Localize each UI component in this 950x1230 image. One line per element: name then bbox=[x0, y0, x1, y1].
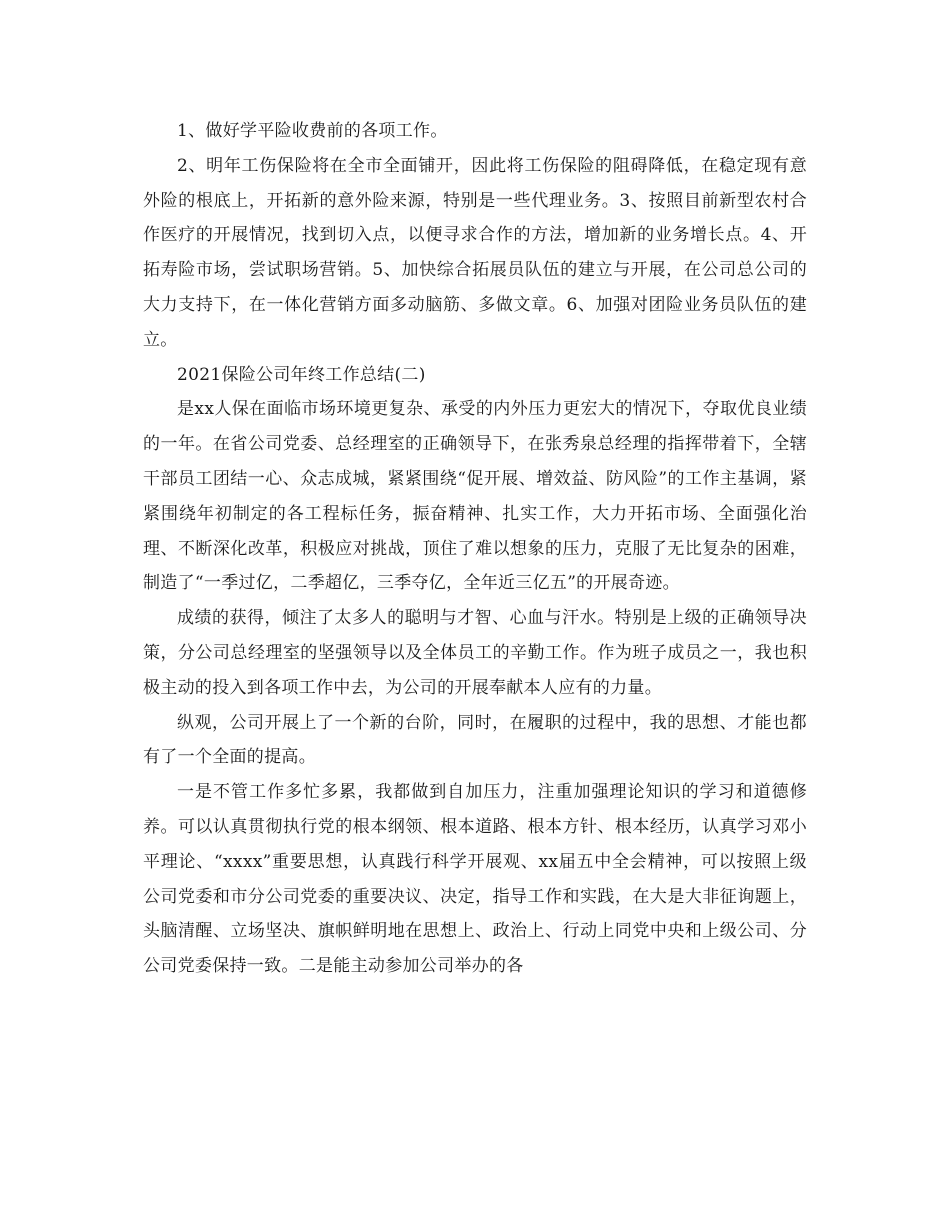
paragraph-4: 成绩的获得，倾注了太多人的聪明与才智、心血与汗水。特别是上级的正确领导决策，分公司总经理室的坚强领导以及全体员工的辛勤工作。作为班子成员之一，我也积极主动的投入到各项工作中去，为公司的开展奉献本人应有的力量。 bbox=[143, 608, 807, 698]
paragraph-1: 1、做好学平险收费前的各项工作。 bbox=[177, 121, 448, 141]
paragraph-5: 纵观，公司开展上了一个新的台阶，同时，在履职的过程中，我的思想、才能也都有了一个全面的提高。 bbox=[143, 712, 807, 768]
paragraph-6: 一是不管工作多忙多累，我都做到自加压力，注重加强理论知识的学习和道德修养。可以认真贯彻执行党的根本纲领、根本道路、根本方针、根本经历，认真学习邓小平理论、“xxxx”重要思想，认真践行科学开展观、xx届五中全会精神，可以按照上级公司党委和市分公司党委的重要决议、决定，指导工作和实践，在大是大非征询题上，头脑清醒、立场坚决、旗帜鲜明地在思想上、政治上、行动上同党中央和上级公司、分公司党委保持一致。二是能主动参加公司举办的各 bbox=[143, 782, 807, 977]
document-body bbox=[143, 114, 807, 984]
section-heading: 2021保险公司年终工作总结(二) bbox=[177, 364, 426, 385]
paragraph-3: 是xx人保在面临市场环境更复杂、承受的内外压力更宏大的情况下，夺取优良业绩的一年。在省公司党委、总经理室的正确领导下，在张秀泉总经理的指挥带着下，全辖干部员工团结一心、众志成城，紧紧围绕“促开展、增效益、防风险”的工作主基调，紧紧围绕年初制定的各工程标任务，振奋精神、扎实工作，大力开拓市场、全面强化治理、不断深化改革，积极应对挑战，顶住了难以想象的压力，克服了无比复杂的困难，制造了“一季过亿，二季超亿，三季夺亿，全年近三亿五”的开展奇迹。 bbox=[143, 399, 807, 594]
paragraph-2: 2、明年工伤保险将在全市全面铺开，因此将工伤保险的阻碍降低，在稳定现有意外险的根底上，开拓新的意外险来源，特别是一些代理业务。3、按照目前新型农村合作医疗的开展情况，找到切入点，以便寻求合作的方法，增加新的业务增长点。4、开拓寿险市场，尝试职场营销。5、加快综合拓展员队伍的建立与开展，在公司总公司的大力支持下，在一体化营销方面多动脑筋、多做文章。6、加强对团险业务员队伍的建立。 bbox=[143, 155, 807, 350]
